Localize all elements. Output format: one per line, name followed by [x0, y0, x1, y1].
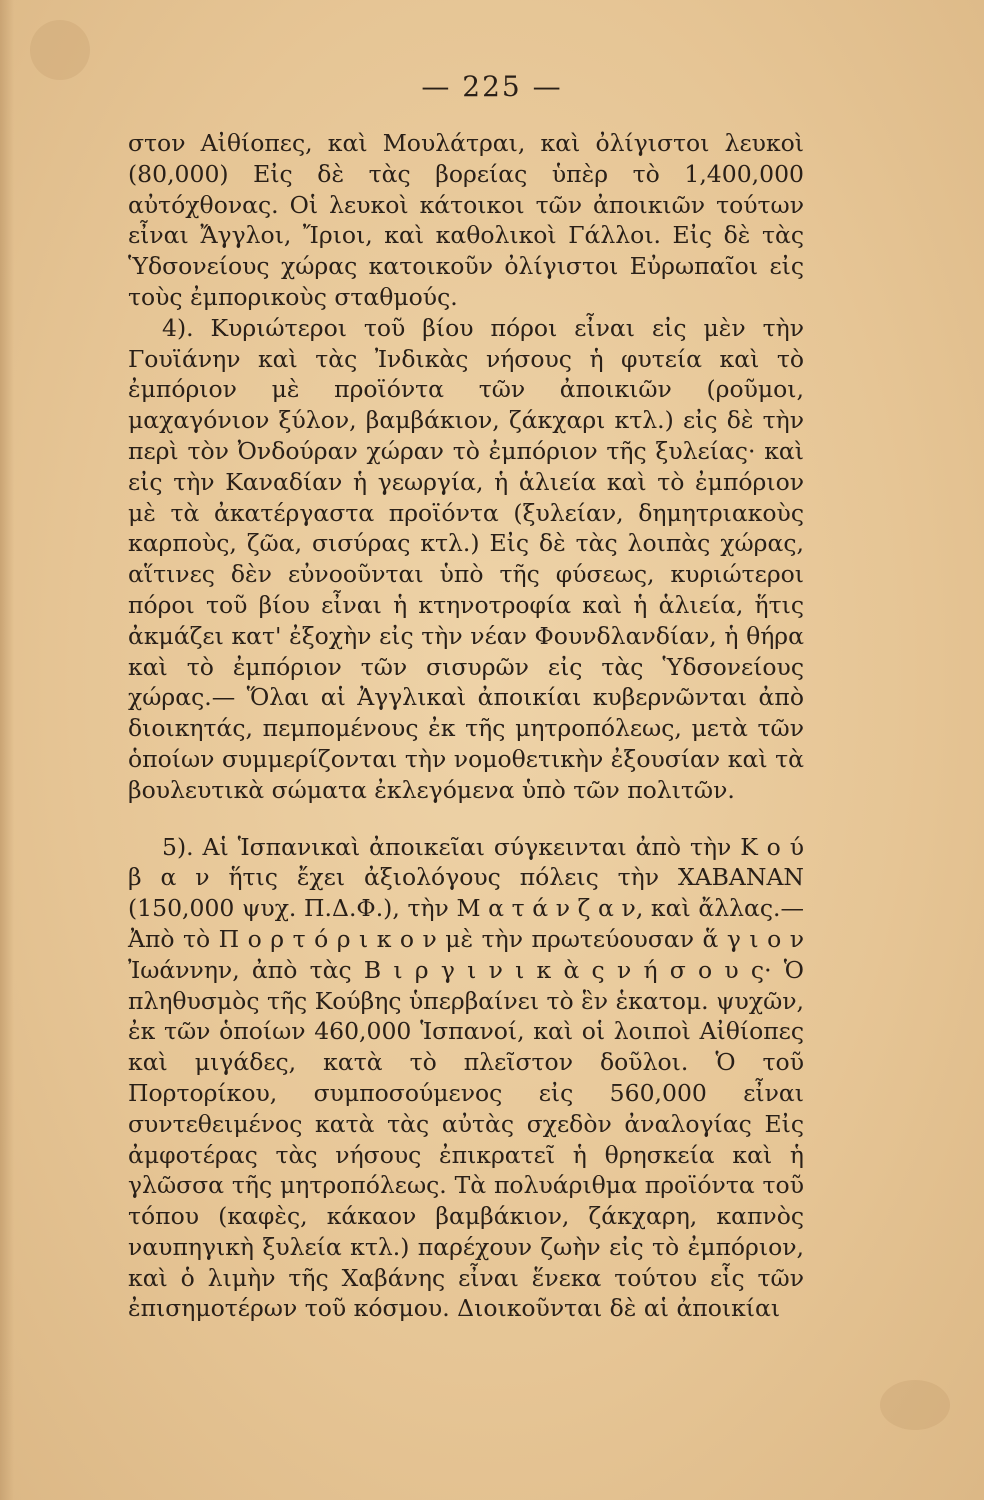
paper-stain [880, 1380, 950, 1430]
paragraph-continuation: στον Αἰθίοπες, καὶ Μουλάτραι, καὶ ὀλίγιστοι λευκοὶ (80,000) Εἰς δὲ τὰς βορείας ὑπὲρ τὸ 1,400,000 αὐτόχθονας. Οἱ λευκοὶ κάτοικοι τῶν ἀποικιῶν τούτων εἶναι Ἄγγλοι, Ἴριοι, καὶ καθολικοὶ Γάλλοι. Εἰς δὲ τὰς Ὑδσονείους χώρας κατοικοῦν ὀλίγιστοι Εὐρωπαῖοι εἰς τοὺς ἐμπορικοὺς σταθμούς. [128, 129, 804, 311]
paragraph-section-5: 5). Αἱ Ἱσπανικαὶ ἀποικεῖαι σύγκεινται ἀπὸ τὴν Κ ο ύ β α ν ἥτις ἔχει ἀξιολόγους πόλεις τὴν ΧΑΒΑΝΑΝ (150,000 ψυχ. Π.Δ.Φ.), τὴν Μ α τ ά ν ζ α ν, καὶ ἄλλας.—Ἀπὸ τὸ Π ο ρ τ ό ρ ι κ ο ν μὲ τὴν πρωτεύουσαν ἅ γ ι ο ν Ἰωάννην, ἀπὸ τὰς Β ι ρ γ ι ν ι κ ὰ ς ν ή σ ο υ ς· Ὁ πληθυσμὸς τῆς Κούβης ὑπερβαίνει τὸ ἓν ἑκατομ. ψυχῶν, ἐκ τῶν ὁποίων 460,000 Ἱσπανοί, καὶ οἱ λοιποὶ Αἰθίοπες καὶ μιγάδες, κατὰ τὸ πλεῖστον δοῦλοι. Ὁ τοῦ Πορτορίκου, συμποσούμενος εἰς 560,000 εἶναι συντεθειμένος κατὰ τὰς αὐτὰς σχεδὸν ἀναλογίας Εἰς ἀμφοτέρας τὰς νήσους ἐπικρατεῖ ἡ θρησκεία καὶ ἡ γλῶσσα τῆς μητροπόλεως. Τὰ πολυάριθμα προϊόντα τοῦ τόπου (καφὲς, κάκαον βαμβάκιον, ζάκχαρη, καπνὸς ναυπηγικὴ ξυλεία κτλ.) παρέχουν ζωὴν εἰς τὸ ἐμπόριον, καὶ ὁ λιμὴν τῆς Χαβάνης εἶναι ἕνεκα τούτου εἷς τῶν ἐπισημοτέρων τοῦ κόσμου. Διοικοῦνται δὲ αἱ ἀποικίαι [128, 832, 804, 1323]
page-edge-shadow [0, 0, 14, 1500]
page-number: — 225 — [421, 70, 563, 103]
paragraph-section-4: 4). Κυριώτεροι τοῦ βίου πόροι εἶναι εἰς μὲν τὴν Γουϊάνην καὶ τὰς Ἰνδικὰς νήσους ἡ φυτεία καὶ τὸ ἐμπόριον μὲ προϊόντα τῶν ἀποικιῶν (ροῦμοι, μαχαγόνιον ξύλον, βαμβάκιον, ζάκχαρι κτλ.) εἰς δὲ τὴν περὶ τὸν Ὀνδούραν χώραν τὸ ἐμπόριον τῆς ξυλείας· καὶ εἰς τὴν Καναδίαν ἡ γεωργία, ἡ ἁλιεία καὶ τὸ ἐμπόριον μὲ τὰ ἀκατέργαστα προϊόντα (ξυλείαν, δημητριακοὺς καρποὺς, ζῶα, σισύρας κτλ.) Εἰς δὲ τὰς λοιπὰς χώρας, αἵτινες δὲν εὐνοοῦνται ὑπὸ τῆς φύσεως, κυριώτεροι πόροι τοῦ βίου εἶναι ἡ κτηνοτροφία καὶ ἡ ἁλιεία, ἥτις ἀκμάζει κατ' ἐξοχὴν εἰς τὴν νέαν Φουνδλανδίαν, ἡ θήρα καὶ τὸ ἐμπόριον τῶν σισυρῶν εἰς τὰς Ὑδσονείους χώρας.— Ὅλαι αἱ Ἀγγλικαὶ ἀποικίαι κυβερνῶνται ἀπὸ διοικητάς, πεμπομένους ἐκ τῆς μητροπόλεως, μετὰ τῶν ὁποίων συμμερίζονται τὴν νομοθετικὴν ἐξουσίαν καὶ τὰ βουλευτικὰ σώματα ἐκλεγόμενα ὑπὸ τῶν πολιτῶν. [128, 313, 804, 804]
body-text [128, 128, 804, 1324]
